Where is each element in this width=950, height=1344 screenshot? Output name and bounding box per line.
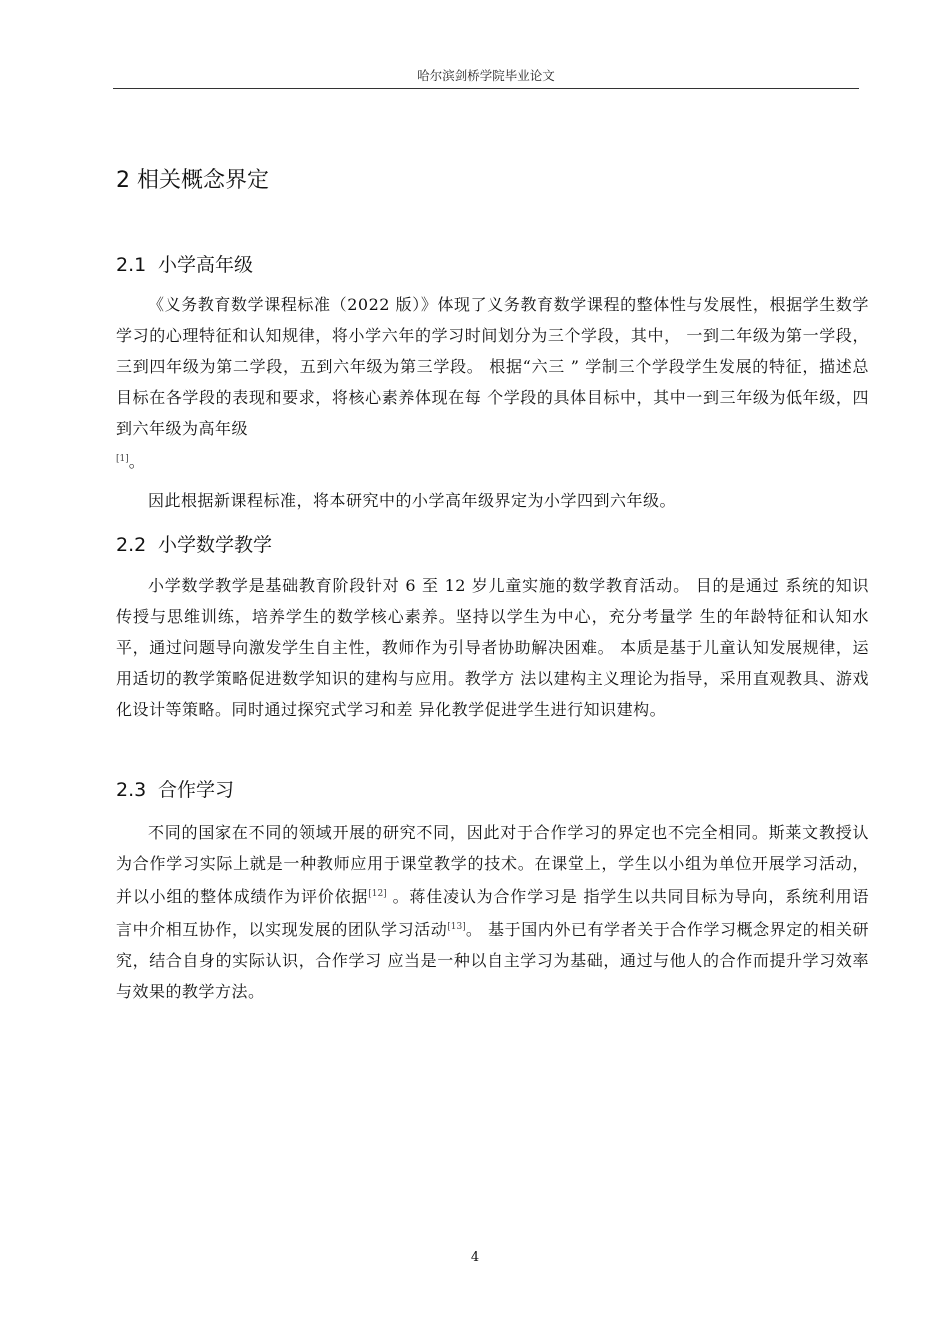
running-header: 哈尔滨剑桥学院毕业论文 [417,68,555,83]
chapter-title: 2 相关概念界定 [116,168,269,193]
section-title: 合作学习 [158,779,235,801]
section-number: 2.2 [116,534,147,556]
citation-ref-12: [12] [368,889,387,899]
paragraph-text-part3: 。 基于国内外已有学者关于合作学习概念界定的相关研究，结合自身的实际认识，合作学习 应当是一种以自主学习为基础，通过与他人的合作而提升学习效率与效果的教学方法。 [116,920,869,1001]
paragraph-text: 《义务教育数学课程标准（2022 版）》体现了义务教育数学课程的整体性与发展性，根据学生数学学习的心理特征和认知规律，将小学六年的学习时间划分为三个学段，其中， 一到二年级为第一学段，三到四年级为第二学段，五到六年级为第三学段。 根据“六三 ” 学制三个学段学生发展的特征，描述总目标在各学段的表现和要求，将核心素养体现在每 个学段的具体目标中，其中一到三年级为低年级，四到六年级为高年级 [116,295,869,438]
paragraph-2-1-grade-definition [116,289,869,477]
section-number: 2.1 [116,254,147,276]
citation-ref-13: [13] [447,922,466,932]
paragraph-end: 。 [128,452,146,471]
section-number: 2.3 [116,779,147,801]
paragraph-2-2-math-teaching: 小学数学教学是基础教育阶段针对 6 至 12 岁儿童实施的数学教育活动。 目的是通过 系统的知识传授与思维训练，培养学生的数学核心素养。坚持以学生为中心，充分考量学 生的年龄特征和认知水平，通过问题导向激发学生自主性，教师作为引导者协助解决困难。 本质是基于儿童认知发展规律，运用适切的教学策略促进数学知识的建构与应用。教学方 法以建构主义理论为指导，采用直观教具、游戏化设计等策略。同时通过探究式学习和差 异化教学促进学生进行知识建构。 [116,576,869,719]
paragraph-2-3-cooperative-learning [116,817,869,1007]
paragraph-text-part1: 不同的国家在不同的领域开展的研究不同，因此对于合作学习的界定也不完全相同。斯莱文教授认为合作学习实际上就是一种教师应用于课堂教学的技术。在课堂上，学生以小组为单位开展学习活动，并以小组的整体成绩作为评价依据 [116,823,869,906]
section-heading-2-1 [116,250,253,277]
section-title: 小学数学教学 [158,534,273,556]
paragraph-text-part2: 。蒋佳凌认为合作学习是 指学生以共同目标为导向，系统利用语言中介相互协作，以实现发展的团队学习活动 [116,887,869,939]
header-rule [113,88,859,89]
section-title: 小学高年级 [158,254,254,276]
paragraph-2-1-conclusion: 因此根据新课程标准，将本研究中的小学高年级界定为小学四到六年级。 [148,491,677,510]
page-number: 4 [470,1250,480,1265]
citation-ref: [1] [116,454,129,464]
section-heading-2-3 [116,775,234,802]
section-heading-2-2 [116,530,272,557]
